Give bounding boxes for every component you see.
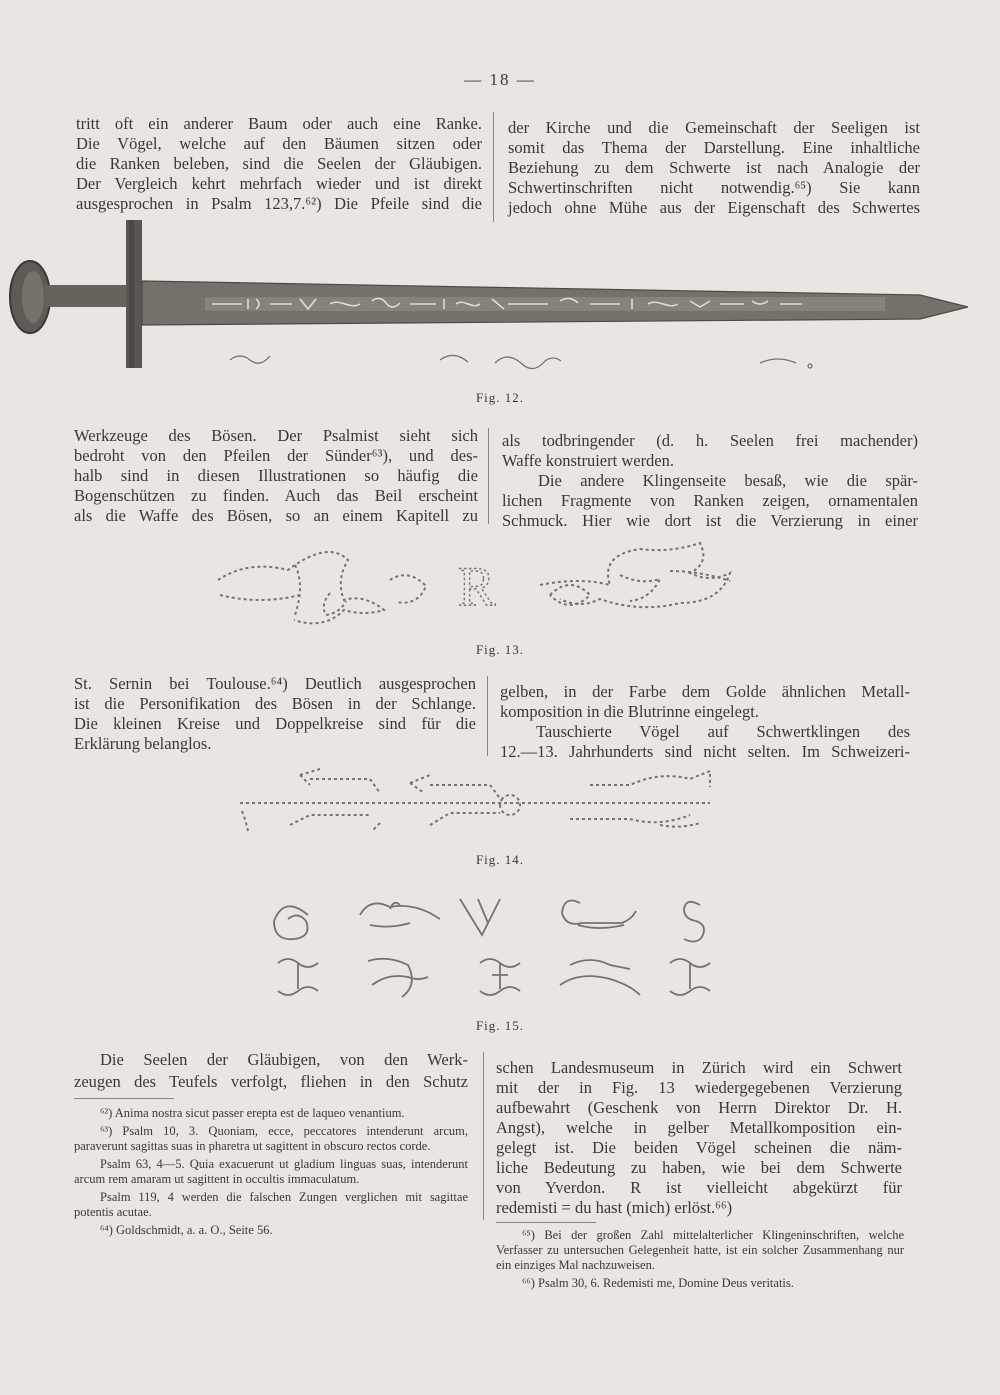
text-line: gelben, in der Farbe dem Golde ähnlichen Metall- (500, 682, 910, 701)
figure-12-caption: Fig. 12. (475, 390, 525, 405)
figure-15-caption: Fig. 15. (475, 1018, 525, 1033)
bird-ornament-figure (200, 535, 780, 645)
mid1-right-column (502, 431, 918, 531)
text-line: Die Seelen der Gläubigen, von den Werk- (100, 1050, 468, 1069)
sword-figure (0, 215, 1000, 385)
footnote: Psalm 119, 4 werden die falschen Zungen verglichen mit sagittae potentis acutae. (74, 1190, 468, 1219)
column-rule (483, 1052, 484, 1220)
text-line: schen Landesmuseum in Zürich wird ein Schwert (496, 1058, 902, 1077)
footnote: ⁶⁴) Goldschmidt, a. a. O., Seite 56. (100, 1223, 273, 1237)
text-line: Schwertinschriften nicht notwendig.⁶⁵) Sie kann (508, 178, 920, 197)
text-line: ausgesprochen in Psalm 123,7.⁶²) Die Pfeile sind die (76, 194, 482, 213)
mid2-left-column (74, 674, 476, 754)
column-rule (488, 428, 489, 524)
text-line: jedoch ohne Mühe aus der Eigenschaft des Schwertes (508, 198, 920, 217)
text-line: Angst), welche in gelber Metallkomposition ein- (496, 1118, 902, 1137)
text-line: St. Sernin bei Toulouse.⁶⁴) Deutlich ausgesprochen (74, 674, 476, 693)
footnote: Psalm 63, 4—5. Quia exacuerunt ut gladium linguas suas, intenderunt arcum rem amaram ut sagittent in occultis immaculatum. (74, 1157, 468, 1186)
arrow-ornament-figure (230, 765, 740, 845)
text-line: aufbewahrt (Geschenk von Herrn Direktor Dr. H. (496, 1098, 902, 1117)
bottom-left-column-2 (74, 1072, 468, 1092)
text-line: ist die Personifikation des Bösen in der Schlange. (74, 694, 476, 713)
text-line: Bogenschützen zu finden. Auch das Beil erscheint (74, 486, 478, 505)
text-line: die Ranken beleben, sind die Seelen der Gläubigen. (76, 154, 482, 173)
text-line: tritt oft ein anderer Baum oder auch eine Ranke. (76, 114, 482, 133)
figure-13-caption: Fig. 13. (475, 642, 525, 657)
text-line: Schmuck. Hier wie dort ist die Verzierung in einer (502, 511, 918, 530)
text-line: von Yverdon. R ist vielleicht abgekürzt für (496, 1178, 902, 1197)
text-line: Erklärung belanglos. (74, 734, 212, 753)
text-line: Die kleinen Kreise und Doppelkreise sind für die (74, 714, 476, 733)
text-line: zeugen des Teufels verfolgt, fliehen in den Schutz (74, 1072, 468, 1091)
column-rule (487, 676, 488, 756)
footnote-rule (496, 1222, 596, 1223)
footnotes-right (496, 1228, 904, 1294)
text-line: Die andere Klingenseite besaß, wie die spär- (538, 471, 918, 490)
letter-ornament-figure (260, 885, 720, 1015)
text-line: mit der in Fig. 13 wiedergegebenen Verzierung (496, 1078, 902, 1097)
text-line: redemisti = du hast (mich) erlöst.⁶⁶) (496, 1198, 733, 1217)
text-line: gelegt ist. Die beiden Vögel scheinen die näm- (496, 1138, 902, 1157)
mid1-left-column (74, 426, 478, 526)
text-line: 12.—13. Jahrhunderts sind nicht selten. Im Schweizeri- (500, 742, 910, 761)
column-rule (493, 112, 494, 222)
footnote: ⁶²) Anima nostra sicut passer erepta est de laqueo venantium. (100, 1106, 405, 1120)
text-line: Waffe konstruiert werden. (502, 451, 675, 470)
mid2-right-column (500, 682, 910, 762)
text-line: liche Bedeutung zu haben, wie bei dem Schwerte (496, 1158, 902, 1177)
page-number: — 18 — (464, 70, 536, 89)
text-line: Beziehung zu dem Schwerte ist nach Analogie der (508, 158, 920, 177)
figure-13-letter: R (458, 556, 496, 618)
text-line: Werkzeuge des Bösen. Der Psalmist sieht sich (74, 426, 478, 445)
footnotes-left (74, 1106, 468, 1241)
text-line: komposition in die Blutrinne eingelegt. (500, 702, 759, 721)
text-line: als die Waffe des Bösen, so an einem Kapitell zu (74, 506, 478, 525)
footnote: ⁶⁵) Bei der großen Zahl mittelalterlicher Klingeninschriften, welche Verfasser zu untersuchen Gelegenheit hatte, ist ein solcher Zusammenhang nur ein einziges Mal nachzuweisen. (496, 1228, 904, 1272)
text-line: als todbringender (d. h. Seelen frei machender) (502, 431, 918, 450)
text-line: bedroht von den Pfeilen der Sünder⁶³), und des- (74, 446, 478, 465)
top-right-column (508, 118, 920, 218)
text-line: somit das Thema der Darstellung. Eine inhaltliche (508, 138, 920, 157)
text-line: der Kirche und die Gemeinschaft der Seeligen ist (508, 118, 920, 137)
figure-14-caption: Fig. 14. (475, 852, 525, 867)
text-line: halb sind in diesen Illustrationen so häufig die (74, 466, 478, 485)
bottom-left-column (100, 1050, 468, 1070)
footnote: ⁶³) Psalm 10, 3. Quoniam, ecce, peccatores intenderunt arcum, paraverunt sagittas suas in pharetra ut sagittent in obscuro rectos corde. (74, 1124, 468, 1153)
top-left-column (76, 114, 482, 214)
footnote: ⁶⁶) Psalm 30, 6. Redemisti me, Domine Deus veritatis. (522, 1276, 794, 1290)
text-line: lichen Fragmente von Ranken zeigen, ornamentalen (502, 491, 918, 510)
text-line: Tauschierte Vögel auf Schwertklingen des (536, 722, 910, 741)
text-line: Die Vögel, welche auf den Bäumen sitzen oder (76, 134, 482, 153)
text-line: Der Vergleich kehrt mehrfach wieder und ist direkt (76, 174, 482, 193)
bottom-right-column (496, 1058, 902, 1218)
footnote-rule (74, 1098, 174, 1099)
